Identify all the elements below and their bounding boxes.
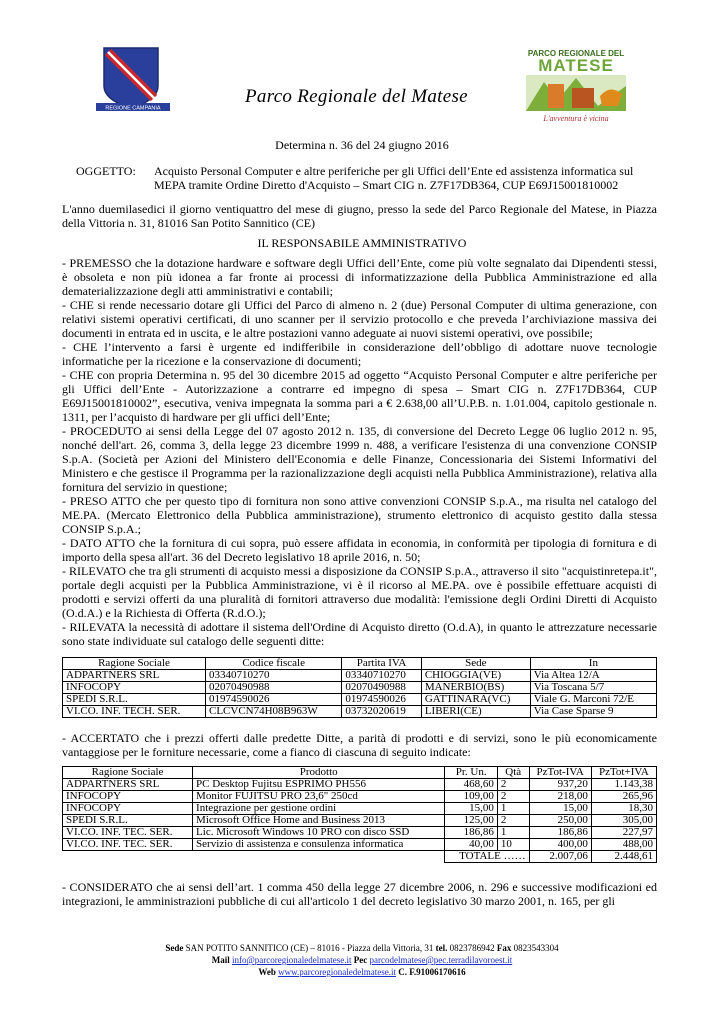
table-cell: Via Altea 12/A (530, 670, 656, 682)
table-cell: ADPARTNERS SRL (63, 779, 193, 791)
logo-line2: MATESE (538, 56, 614, 75)
premessa-item: - DATO ATTO che la fornitura di cui sopra, può essere affidata in economia, in conformità per tipologia di fornitura e di importo della spesa all'art. 36 del Decreto legislativo 18 aprile 2016, n. 50; (62, 536, 657, 564)
column-header: PzTot-IVA (529, 767, 591, 779)
table-cell: Microsoft Office Home and Business 2013 (193, 815, 445, 827)
column-header: PzTot+IVA (591, 767, 656, 779)
table-cell: 40,00 (445, 839, 497, 851)
table-cell: SPEDI S.R.L. (63, 694, 206, 706)
table-cell: VI.CO. INF. TECH. SER. (63, 706, 206, 718)
table-cell: 400,00 (529, 839, 591, 851)
table-cell: Via Case Sparse 9 (530, 706, 656, 718)
logo-line1: PARCO REGIONALE DEL (527, 49, 625, 58)
table-cell: 265,96 (591, 791, 656, 803)
table-cell: 02070490988 (206, 682, 342, 694)
premessa-item: - PROCEDUTO ai sensi della Legge del 07 agosto 2012 n. 135, di conversione del Decreto Legge 06 luglio 2012 n. 95, nonché dell'art. 26, comma 3, della legge 23 dicembre 1999 n. 488, a verificare l'esistenza di una convenzione CONSIP S.p.A. (Società per Azioni del Ministero dell'Economia e delle Finanze, Concessionaria dei Sistemi Informativi del Ministero e che gestisce il Programma per la razionalizzazione degli acquisti nella Pubblica Amministrazione), relativa alla fornitura del servizio in questione; (62, 424, 657, 494)
table-cell: 250,00 (529, 815, 591, 827)
table-cell: 305,00 (591, 815, 656, 827)
table-cell: 1 (497, 827, 529, 839)
table-cell: 937,20 (529, 779, 591, 791)
premessa-item: - CHE l’intervento a farsi è urgente ed indifferibile in considerazione dell’obbligo di adottare nuove tecnologie informatiche per la ricezione e la conservazione di documenti; (62, 340, 657, 368)
column-header: Sede (421, 658, 530, 670)
table-cell: GATTINARA(VC) (421, 694, 530, 706)
table-cell: 186,86 (529, 827, 591, 839)
table-row (63, 803, 657, 815)
table-cell: 03340710270 (342, 670, 421, 682)
table-cell: 125,00 (445, 815, 497, 827)
table-total-row (63, 851, 657, 863)
considerato-paragraph: - CONSIDERATO che ai sensi dell’art. 1 comma 450 della legge 27 dicembre 2006, n. 296 e successive modificazioni ed integrazioni, le amministrazioni pubbliche di cui all'articolo 1 del decreto legislativo 30 marzo 2001, n. 165, per gli (62, 880, 657, 908)
table-cell: MANERBIO(BS) (421, 682, 530, 694)
table-row (63, 779, 657, 791)
oggetto-text: Acquisto Personal Computer e altre periferiche per gli Uffici dell’Ente ed assistenza informatica sul MEPA tramite Ordine Diretto d'Acquisto – Smart CIG n. Z7F17DB364, CUP E69J15001810002 (154, 164, 634, 192)
table-cell: 109,00 (445, 791, 497, 803)
footer-cf-label: C. F. (398, 967, 417, 977)
logo-motto: L'avventura è vicina (543, 114, 609, 123)
table-cell: 1.143,38 (591, 779, 656, 791)
footer-web-label: Web (258, 967, 276, 977)
table-cell: 02070490988 (342, 682, 421, 694)
column-header: Qtà (497, 767, 529, 779)
footer-pec-link[interactable]: parcodelmatese@pec.terradilavoroest.it (369, 955, 513, 965)
column-header: In (530, 658, 656, 670)
table-row (63, 839, 657, 851)
table-row (63, 815, 657, 827)
premessa-item: - PREMESSO che la dotazione hardware e software degli Uffici dell’Ente, come più volte segnalato dai Dipendenti stessi, è obsoleta e non più idonea a far fronte ai processi di informatizzazione della Pubblica Amministrazione ed alla dematerializzazione degli atti amministrativi e contabili; (62, 256, 657, 298)
table-cell: Servizio di assistenza e consulenza informatica (193, 839, 445, 851)
premesse-block (62, 256, 657, 648)
column-header: Codice fiscale (206, 658, 342, 670)
table-cell: ADPARTNERS SRL (63, 670, 206, 682)
premessa-item: - RILEVATO che tra gli strumenti di acquisto messi a disposizione da CONSIP S.p.A., attraverso il sito "acquistinretepa.it", portale degli acquisti per la Pubblica Amministrazione, vi è il ricorso al ME.PA. ove è possibile effettuare acquisti di prodotti e servizi offerti da una pluralità di fornitori attraverso due modalità: l'emissione degli Ordini Diretti di Acquisto (O.d.A.) e la Richiesta di Offerta (R.d.O.); (62, 564, 657, 620)
column-header: Ragione Sociale (63, 767, 193, 779)
table-cell: Monitor FUJITSU PRO 23,6" 250cd (193, 791, 445, 803)
table-cell: PC Desktop Fujitsu ESPRIMO PH556 (193, 779, 445, 791)
table-cell: CHIOGGIA(VE) (421, 670, 530, 682)
footer-fax: 0823543304 (513, 943, 559, 953)
footer-web-link[interactable]: www.parcoregionaledelmatese.it (278, 967, 396, 977)
table-cell: 1 (497, 803, 529, 815)
table-cell: CLCVCN74H08B963W (206, 706, 342, 718)
footer-tel: 0823786942 (449, 943, 495, 953)
table-header-row (63, 658, 657, 670)
prodotti-table (62, 766, 657, 863)
table-cell: INFOCOPY (63, 803, 193, 815)
table-cell: Integrazione per gestione ordini (193, 803, 445, 815)
table-cell: 10 (497, 839, 529, 851)
footer (0, 942, 724, 978)
footer-mail-label: Mail (211, 955, 230, 965)
table-row (63, 694, 657, 706)
table-header-row (63, 767, 657, 779)
table-cell: 468,60 (445, 779, 497, 791)
column-header: Ragione Sociale (63, 658, 206, 670)
column-header: Partita IVA (342, 658, 421, 670)
table-cell: Via Toscana 5/7 (530, 682, 656, 694)
totale-ivato: 2.448,61 (591, 851, 656, 863)
premessa-item: - RILEVATA la necessità di adottare il sistema dell'Ordine di Acquisto diretto (O.d.A), in quanto le attrezzature necessarie sono state individuate sul catalogo delle seguenti ditte: (62, 620, 657, 648)
footer-sede: SAN POTITO SANNITICO (CE) – 81016 - Piazza della Vittoria, 31 (185, 943, 434, 953)
table-cell: Lic. Microsoft Windows 10 PRO con disco SSD (193, 827, 445, 839)
totale-label: TOTALE …… (445, 851, 529, 863)
parco-matese-logo (518, 48, 634, 124)
table-row (63, 791, 657, 803)
premessa-item: - PRESO ATTO che per questo tipo di fornitura non sono attive convenzioni CONSIP S.p.A., ma risulta nel catalogo del ME.PA. (Mercato Elettronico della Pubblica amministrazione), strumento elettronico di acquisto gestito dalla stessa CONSIP S.p.A.; (62, 494, 657, 536)
table-cell: 227,97 (591, 827, 656, 839)
premessa-item: - CHE con propria Determina n. 95 del 30 dicembre 2015 ad oggetto “Acquisto Personal Computer e altre periferiche per gli Uffici dell’Ente - Autorizzazione a contrarre ed impegno di spesa – Smart CIG n. Z7F17DB364, CUP E69J15001810002”, esecutiva, veniva impegnata la somma pari a € 2.638,00 all’U.P.B. n. 1.01.004, capitolo gestionale n. 1311, per l’acquisto di hardware per gli uffici dell’Ente; (62, 368, 657, 424)
table-row (63, 706, 657, 718)
table-cell: INFOCOPY (63, 682, 206, 694)
table-cell: SPEDI S.R.L. (63, 815, 193, 827)
oggetto-label: OGGETTO: (76, 164, 136, 178)
premessa-item: - CHE si rende necessario dotare gli Uffici del Parco di almeno n. 2 (due) Personal Computer di ultima generazione, con relativi sistemi operativi certificati, di uno scanner per il servizio protocollo e che preveda l’archiviazione massiva dei documenti in entrata ed in uscita, e le altre postazioni vanno adeguate ai nuovi sistemi operativi, ove possibile; (62, 298, 657, 340)
ditte-table (62, 657, 657, 718)
table-row (63, 827, 657, 839)
intro-paragraph: L'anno duemilasedici il giorno ventiquattro del mese di giugno, presso la sede del Parco Regionale del Matese, in Piazza della Vittoria n. 31, 81016 San Potito Sannitico (CE) (62, 202, 657, 230)
table-cell: LIBERI(CE) (421, 706, 530, 718)
table-cell: 01974590026 (206, 694, 342, 706)
footer-mail-link[interactable]: info@parcoregionaledelmatese.it (232, 955, 352, 965)
totale-netto: 2.007,06 (529, 851, 591, 863)
column-header: Prodotto (193, 767, 445, 779)
footer-cf: 91006170616 (416, 967, 466, 977)
table-cell: 03340710270 (206, 670, 342, 682)
table-cell: 2 (497, 791, 529, 803)
table-cell: VI.CO. INF. TEC. SER. (63, 827, 193, 839)
determina-number: Determina n. 36 del 24 giugno 2016 (275, 138, 449, 152)
table-cell: 218,00 (529, 791, 591, 803)
table-row (63, 682, 657, 694)
footer-tel-label: tel. (435, 943, 448, 953)
footer-sede-label: Sede (165, 943, 184, 953)
table-cell: INFOCOPY (63, 791, 193, 803)
table-cell: 2 (497, 815, 529, 827)
accertato-paragraph: - ACCERTATO che i prezzi offerti dalle predette Ditte, a parità di prodotti e di servizi, sono le più economicamente vantaggiose per le forniture necessarie, come a fianco di ciascuna di seguito indicate: (62, 731, 657, 759)
table-cell: 2 (497, 779, 529, 791)
table-cell: 15,00 (445, 803, 497, 815)
table-cell: 488,00 (591, 839, 656, 851)
section-heading: IL RESPONSABILE AMMINISTRATIVO (257, 236, 467, 250)
table-cell: 15,00 (529, 803, 591, 815)
footer-fax-label: Fax (496, 943, 512, 953)
oggetto-block (76, 164, 654, 192)
table-cell: 03732020619 (342, 706, 421, 718)
regione-campania-logo (96, 46, 176, 112)
footer-pec-label: Pec (353, 955, 368, 965)
table-cell: 18,30 (591, 803, 656, 815)
table-cell: VI.CO. INF. TEC. SER. (63, 839, 193, 851)
regione-campania-label: REGIONE CAMPANIA (105, 105, 161, 112)
document-title: Parco Regionale del Matese (245, 86, 468, 107)
table-cell: 01974590026 (342, 694, 421, 706)
table-cell: 186,86 (445, 827, 497, 839)
column-header: Pr. Un. (445, 767, 497, 779)
table-cell: Viale G. Marconi 72/E (530, 694, 656, 706)
table-row (63, 670, 657, 682)
